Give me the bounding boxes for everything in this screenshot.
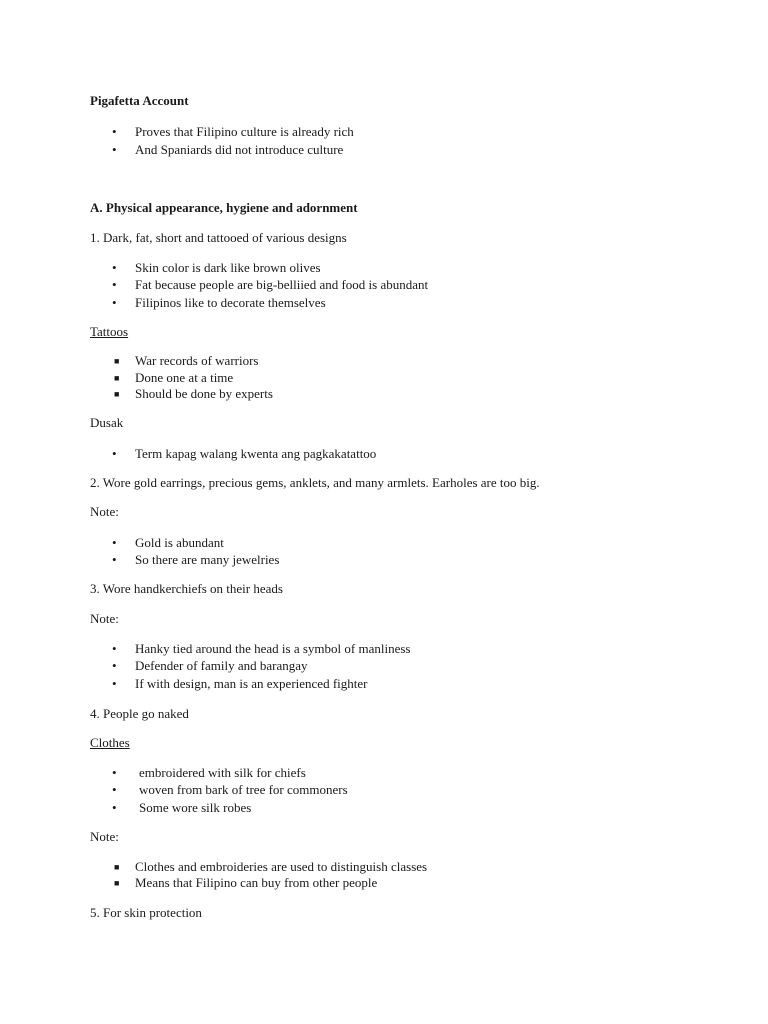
bullet-icon: •	[112, 641, 117, 656]
list-item: And Spaniards did not introduce culture	[135, 142, 344, 157]
bullet-icon: •	[112, 446, 117, 461]
paragraph-3: 3. Wore handkerchiefs on their heads	[90, 581, 283, 596]
document-title: Pigafetta Account	[90, 93, 189, 108]
bullet-icon: •	[112, 765, 117, 780]
list-item: Clothes and embroideries are used to distinguish classes	[135, 859, 428, 874]
list-item: Proves that Filipino culture is already rich	[135, 124, 354, 139]
note-label: Note:	[90, 829, 119, 844]
tattoos-label: Tattoos	[90, 324, 129, 339]
list-item: Should be done by experts	[135, 386, 273, 401]
paragraph-4: 4. People go naked	[90, 706, 189, 721]
square-bullet-icon: ■	[114, 356, 120, 366]
paragraph-5: 5. For skin protection	[90, 905, 202, 920]
paragraph-2: 2. Wore gold earrings, precious gems, anklets, and many armlets. Earholes are too big.	[90, 475, 540, 490]
list-item: So there are many jewelries	[135, 552, 280, 567]
list-item: Defender of family and barangay	[135, 658, 308, 673]
clothes-label: Clothes	[90, 735, 130, 750]
square-bullet-icon: ■	[114, 389, 120, 399]
list-item: embroidered with silk for chiefs	[139, 765, 306, 780]
list-item: Term kapag walang kwenta ang pagkakatattoo	[135, 446, 377, 461]
bullet-icon: •	[112, 142, 117, 157]
square-bullet-icon: ■	[114, 878, 120, 888]
bullet-icon: •	[112, 658, 117, 673]
dusak-label: Dusak	[90, 415, 124, 430]
list-item: Gold is abundant	[135, 535, 224, 550]
list-item: Fat because people are big-belliied and food is abundant	[135, 277, 429, 292]
section-heading: A. Physical appearance, hygiene and adornment	[90, 200, 358, 215]
list-item: Means that Filipino can buy from other people	[135, 875, 378, 890]
paragraph-1: 1. Dark, fat, short and tattooed of various designs	[90, 230, 347, 245]
bullet-icon: •	[112, 260, 117, 275]
list-item: Filipinos like to decorate themselves	[135, 295, 326, 310]
list-item: Skin color is dark like brown olives	[135, 260, 321, 275]
square-bullet-icon: ■	[114, 862, 120, 872]
bullet-icon: •	[112, 800, 117, 815]
list-item: If with design, man is an experienced fighter	[135, 676, 368, 691]
bullet-icon: •	[112, 782, 117, 797]
list-item: woven from bark of tree for commoners	[139, 782, 348, 797]
bullet-icon: •	[112, 295, 117, 310]
bullet-icon: •	[112, 535, 117, 550]
square-bullet-icon: ■	[114, 373, 120, 383]
list-item: Done one at a time	[135, 370, 234, 385]
note-label: Note:	[90, 504, 119, 519]
list-item: Hanky tied around the head is a symbol of manliness	[135, 641, 411, 656]
bullet-icon: •	[112, 676, 117, 691]
bullet-icon: •	[112, 552, 117, 567]
bullet-icon: •	[112, 277, 117, 292]
list-item: Some wore silk robes	[139, 800, 252, 815]
note-label: Note:	[90, 611, 119, 626]
list-item: War records of warriors	[135, 353, 259, 368]
bullet-icon: •	[112, 124, 117, 139]
